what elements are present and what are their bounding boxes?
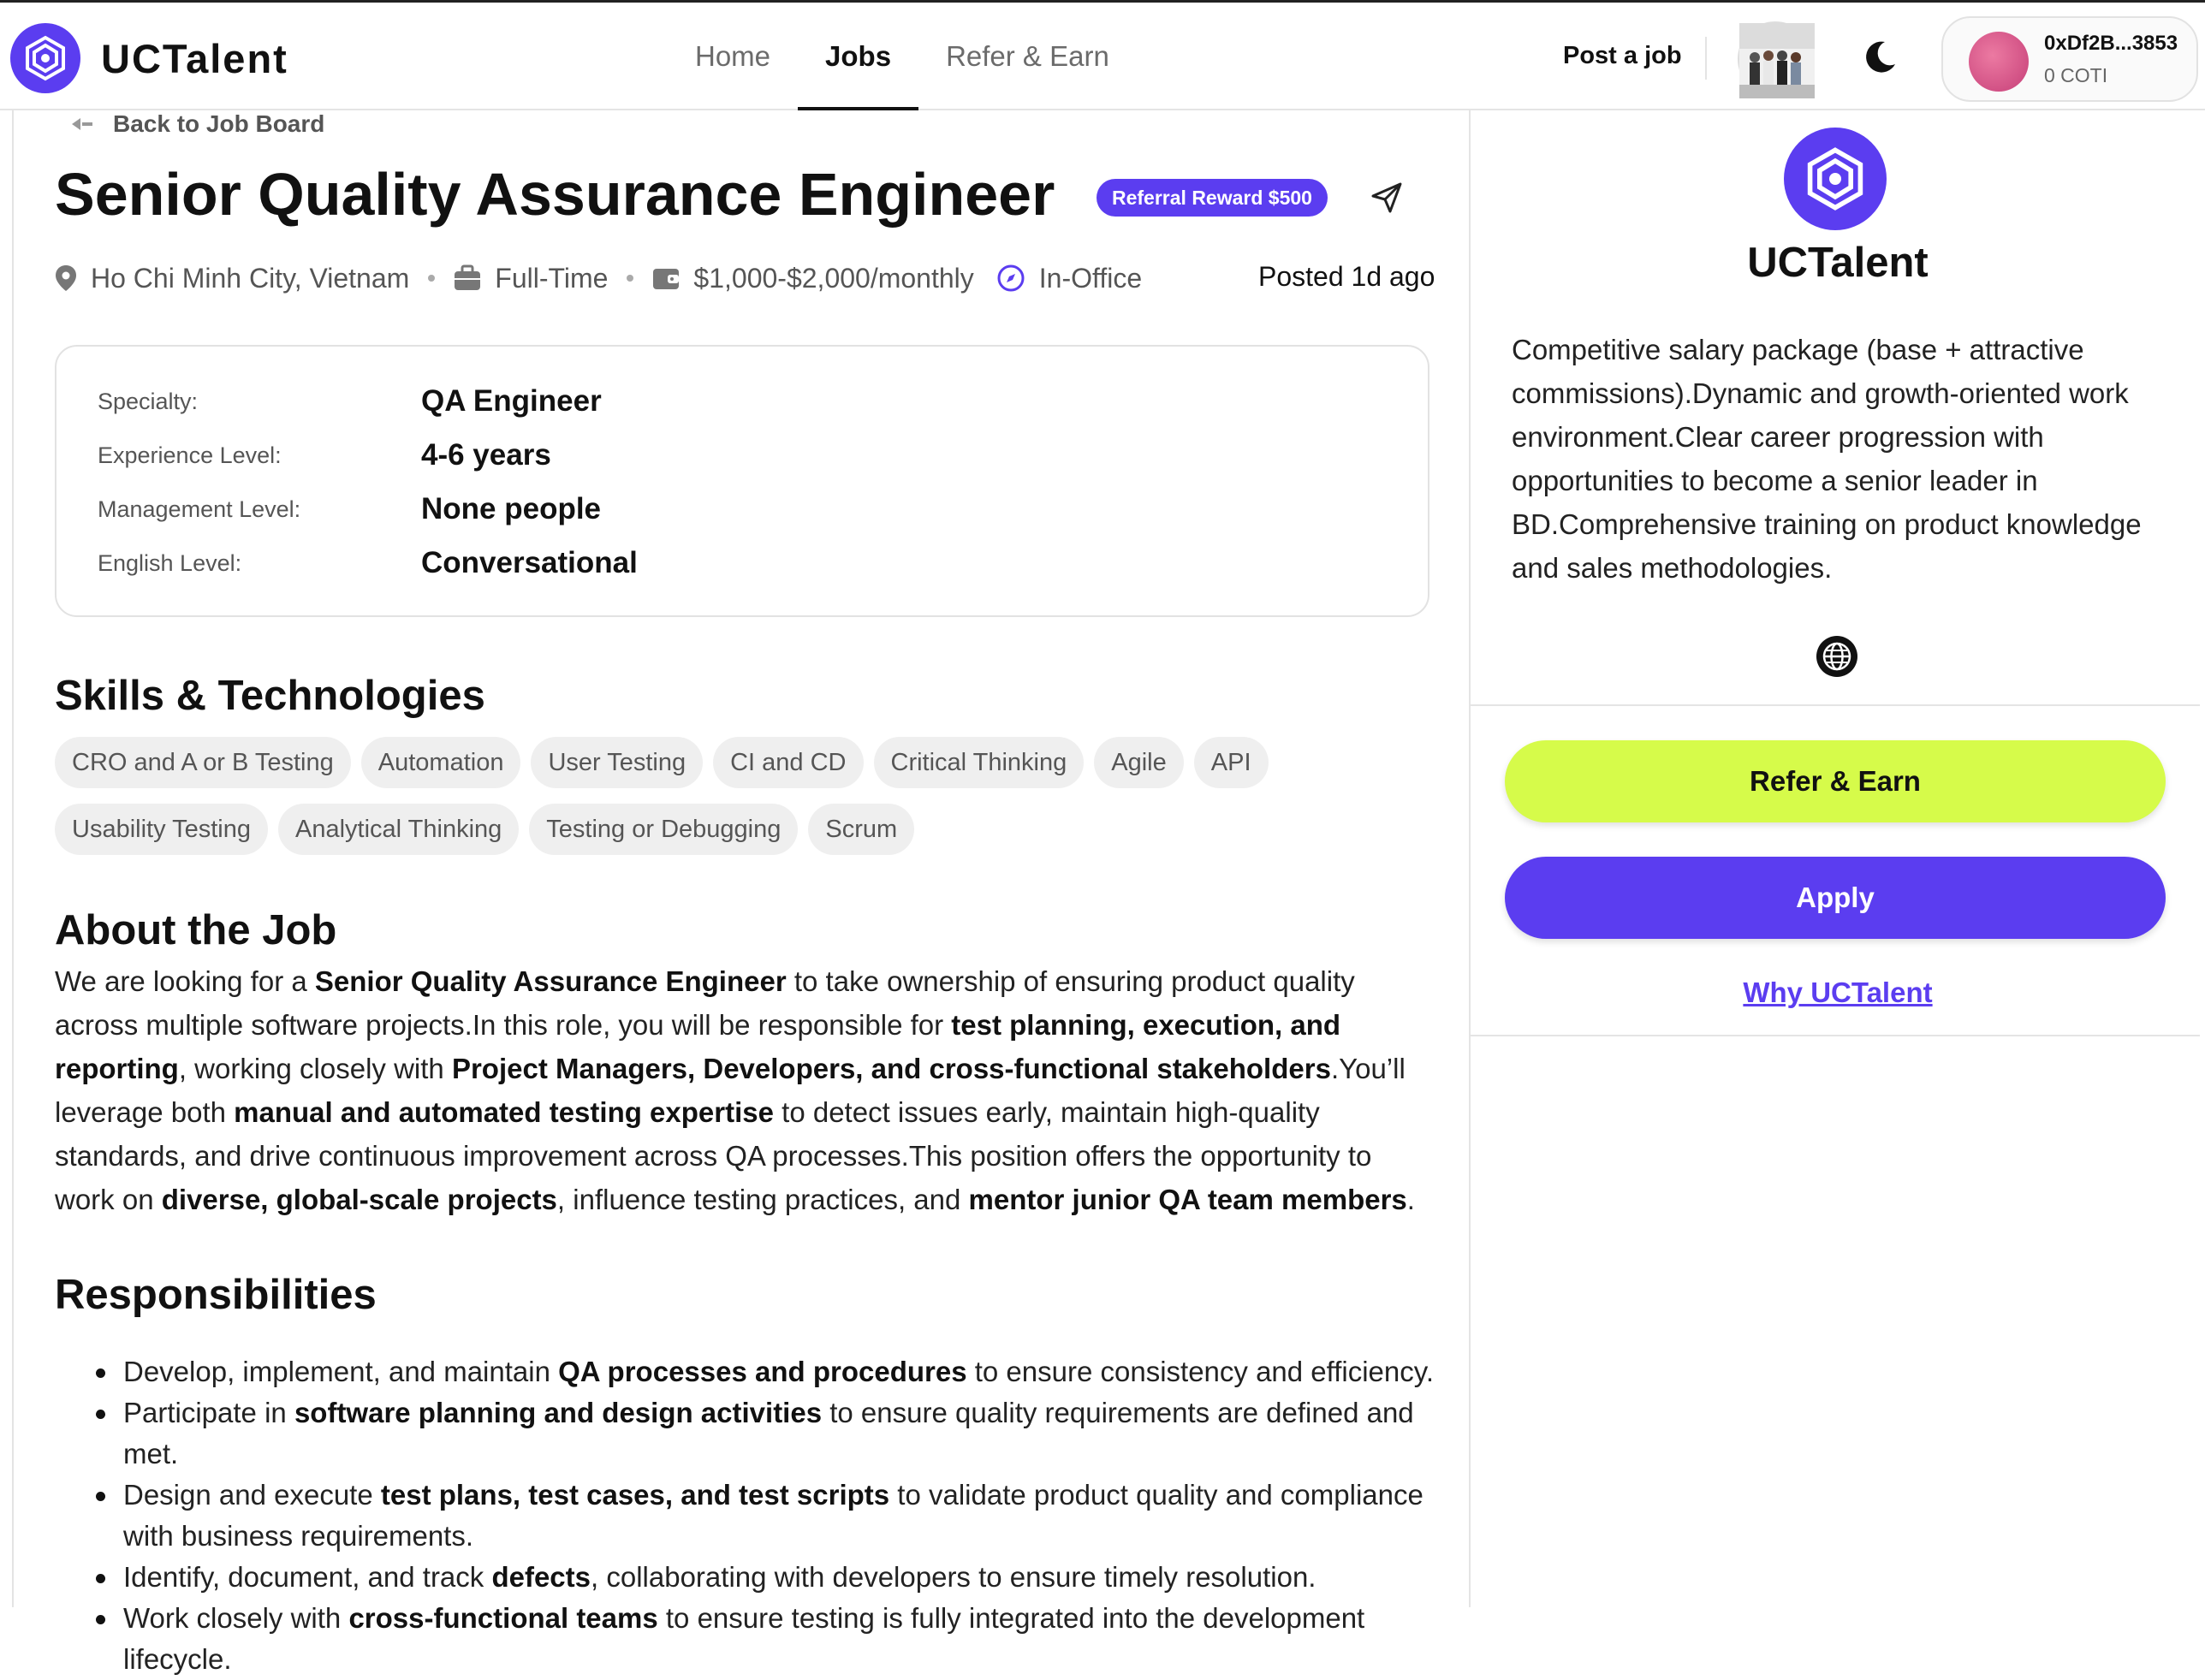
responsibilities-heading: Responsibilities: [55, 1272, 377, 1318]
skills-list: [55, 737, 1429, 870]
company-sidebar: [1471, 110, 2205, 1607]
referral-reward-badge: Referral Reward $500: [1097, 179, 1328, 217]
emphasis-text: test plans, test cases, and test scripts: [380, 1479, 890, 1511]
spec-row-experience: Experience Level: 4-6 years: [98, 438, 551, 472]
wallet-widget[interactable]: [1941, 16, 2198, 102]
dark-mode-toggle[interactable]: [1859, 37, 1900, 78]
header-divider: [1705, 37, 1707, 80]
company-logo: [1784, 128, 1887, 230]
why-uctalent-link[interactable]: Why UCTalent: [1743, 977, 1933, 1008]
job-detail-panel: [12, 110, 1471, 1675]
responsibilities-list: [55, 1351, 1459, 1680]
meta-workplace: In-Office: [996, 263, 1142, 294]
meta-job-type: Full-Time: [454, 263, 608, 294]
share-button[interactable]: [1370, 181, 1404, 215]
posted-date: Posted 1d ago: [1258, 261, 1435, 292]
body-text: to validate product quality and compliance with business requirements.: [123, 1479, 1423, 1552]
meta-salary: $1,000-$2,000/monthly: [652, 263, 973, 294]
responsibility-item: [55, 1392, 1459, 1475]
skill-chip: User Testing: [531, 737, 703, 788]
meta-separator: [627, 275, 633, 282]
emphasis-text: diverse, global-scale projects: [161, 1184, 557, 1215]
job-specs-card: [55, 345, 1429, 617]
nav-jobs[interactable]: Jobs: [798, 3, 918, 110]
meta-separator: [428, 275, 435, 282]
meta-location: Ho Chi Minh City, Vietnam: [55, 263, 409, 294]
uctalent-logo-icon: [10, 23, 80, 93]
wallet-avatar: [1969, 32, 2029, 92]
post-job-link[interactable]: Post a job: [1563, 42, 1682, 69]
top-navigation-bar: [0, 0, 2205, 110]
responsibility-item: [55, 1351, 1459, 1392]
skill-chip: CRO and A or B Testing: [55, 737, 351, 788]
body-text: Design and execute: [123, 1479, 381, 1511]
user-avatar[interactable]: [1738, 21, 1813, 97]
job-meta-row: [55, 261, 1142, 295]
body-text: , collaborating with developers to ensure timely resolution.: [591, 1561, 1316, 1593]
sidebar-divider: [1471, 704, 2200, 706]
body-text: Participate in: [123, 1397, 294, 1428]
wallet-balance: 0 COTI: [2044, 64, 2108, 86]
body-text: .You’ll leverage both: [55, 1053, 1406, 1128]
body-text: to ensure testing is fully integrated into the development lifecycle.: [123, 1602, 1365, 1675]
apply-button[interactable]: Apply: [1505, 857, 2166, 939]
skill-chip: Scrum: [808, 804, 914, 855]
emphasis-text: cross-functional teams: [348, 1602, 658, 1634]
group-photo-icon: [1739, 23, 1815, 98]
emphasis-text: software planning and design activities: [294, 1397, 823, 1428]
emphasis-text: Project Managers, Developers, and cross-functional stakeholders: [451, 1053, 1331, 1084]
spec-row-specialty: Specialty: QA Engineer: [98, 384, 602, 418]
body-text: to take ownership of ensuring product quality across multiple software projects.In this role, you will be responsible for: [55, 965, 1355, 1041]
nav-refer-earn[interactable]: Refer & Earn: [946, 40, 1109, 72]
responsibility-item: [55, 1557, 1459, 1598]
skill-chip: Testing or Debugging: [529, 804, 798, 855]
emphasis-text: mentor junior QA team members: [968, 1184, 1407, 1215]
body-text: , influence testing practices, and: [556, 1184, 969, 1215]
body-text: Identify, document, and track: [123, 1561, 492, 1593]
body-text: , working closely with: [178, 1053, 452, 1084]
spec-row-management: Management Level: None people: [98, 492, 602, 525]
main-nav: [668, 3, 1137, 110]
back-label: Back to Job Board: [113, 110, 325, 137]
body-text: to ensure consistency and efficiency.: [966, 1356, 1434, 1387]
globe-icon: [1815, 634, 1859, 679]
body-text: to detect issues early, maintain high-quality standards, and drive continuous improvement across QA processes.This position offers the opportunity to work on: [55, 1096, 1372, 1215]
job-title: Senior Quality Assurance Engineer: [55, 161, 1055, 228]
responsibility-item: [55, 1475, 1459, 1557]
emphasis-text: Senior Quality Assurance Engineer: [314, 965, 787, 997]
logo-text: UCTalent: [101, 35, 288, 81]
body-text: to ensure quality requirements are defined and met.: [123, 1397, 1414, 1469]
uctalent-logo-icon: [1805, 146, 1865, 211]
skills-heading: Skills & Technologies: [55, 673, 485, 719]
body-text: Develop, implement, and maintain: [123, 1356, 559, 1387]
wallet-icon: [652, 265, 680, 291]
moon-icon: [1859, 37, 1900, 78]
emphasis-text: QA processes and procedures: [558, 1356, 967, 1387]
refer-earn-button[interactable]: Refer & Earn: [1505, 740, 2166, 822]
emphasis-text: manual and automated testing expertise: [234, 1096, 774, 1128]
site-logo[interactable]: [10, 23, 288, 93]
about-text: [55, 959, 1429, 1221]
skill-chip: Critical Thinking: [874, 737, 1085, 788]
body-text: Work closely with: [123, 1602, 349, 1634]
emphasis-text: test planning, execution, and reporting: [55, 1009, 1341, 1084]
responsibility-item: [55, 1598, 1459, 1680]
body-text: We are looking for a: [55, 965, 315, 997]
company-description: Competitive salary package (base + attractive commissions).Dynamic and growth-oriented work environment.Clear career progression with opportunities to become a senior leader in BD.Comprehensive training on product knowledge and sales methodologies.: [1512, 334, 2142, 584]
emphasis-text: defects: [491, 1561, 591, 1593]
location-pin-icon: [55, 264, 77, 292]
company-website-link[interactable]: [1815, 634, 1859, 679]
body-text: .: [1406, 1184, 1415, 1215]
skill-chip: Automation: [361, 737, 521, 788]
sidebar-divider: [1471, 1035, 2200, 1036]
skill-chip: Usability Testing: [55, 804, 268, 855]
skill-chip: API: [1194, 737, 1269, 788]
compass-icon: [996, 264, 1025, 293]
skill-chip: CI and CD: [713, 737, 863, 788]
send-icon: [1370, 181, 1404, 215]
company-name: UCTalent: [1747, 240, 1929, 286]
nav-home[interactable]: Home: [695, 40, 771, 72]
back-arrow-icon: [70, 116, 94, 133]
spec-row-english: English Level: Conversational: [98, 546, 638, 579]
skill-chip: Agile: [1094, 737, 1184, 788]
skill-chip: Analytical Thinking: [278, 804, 519, 855]
about-heading: About the Job: [55, 907, 337, 953]
briefcase-icon: [454, 265, 481, 291]
wallet-address: 0xDf2B...3853: [2044, 32, 2178, 55]
back-to-job-board-link[interactable]: [70, 110, 324, 138]
